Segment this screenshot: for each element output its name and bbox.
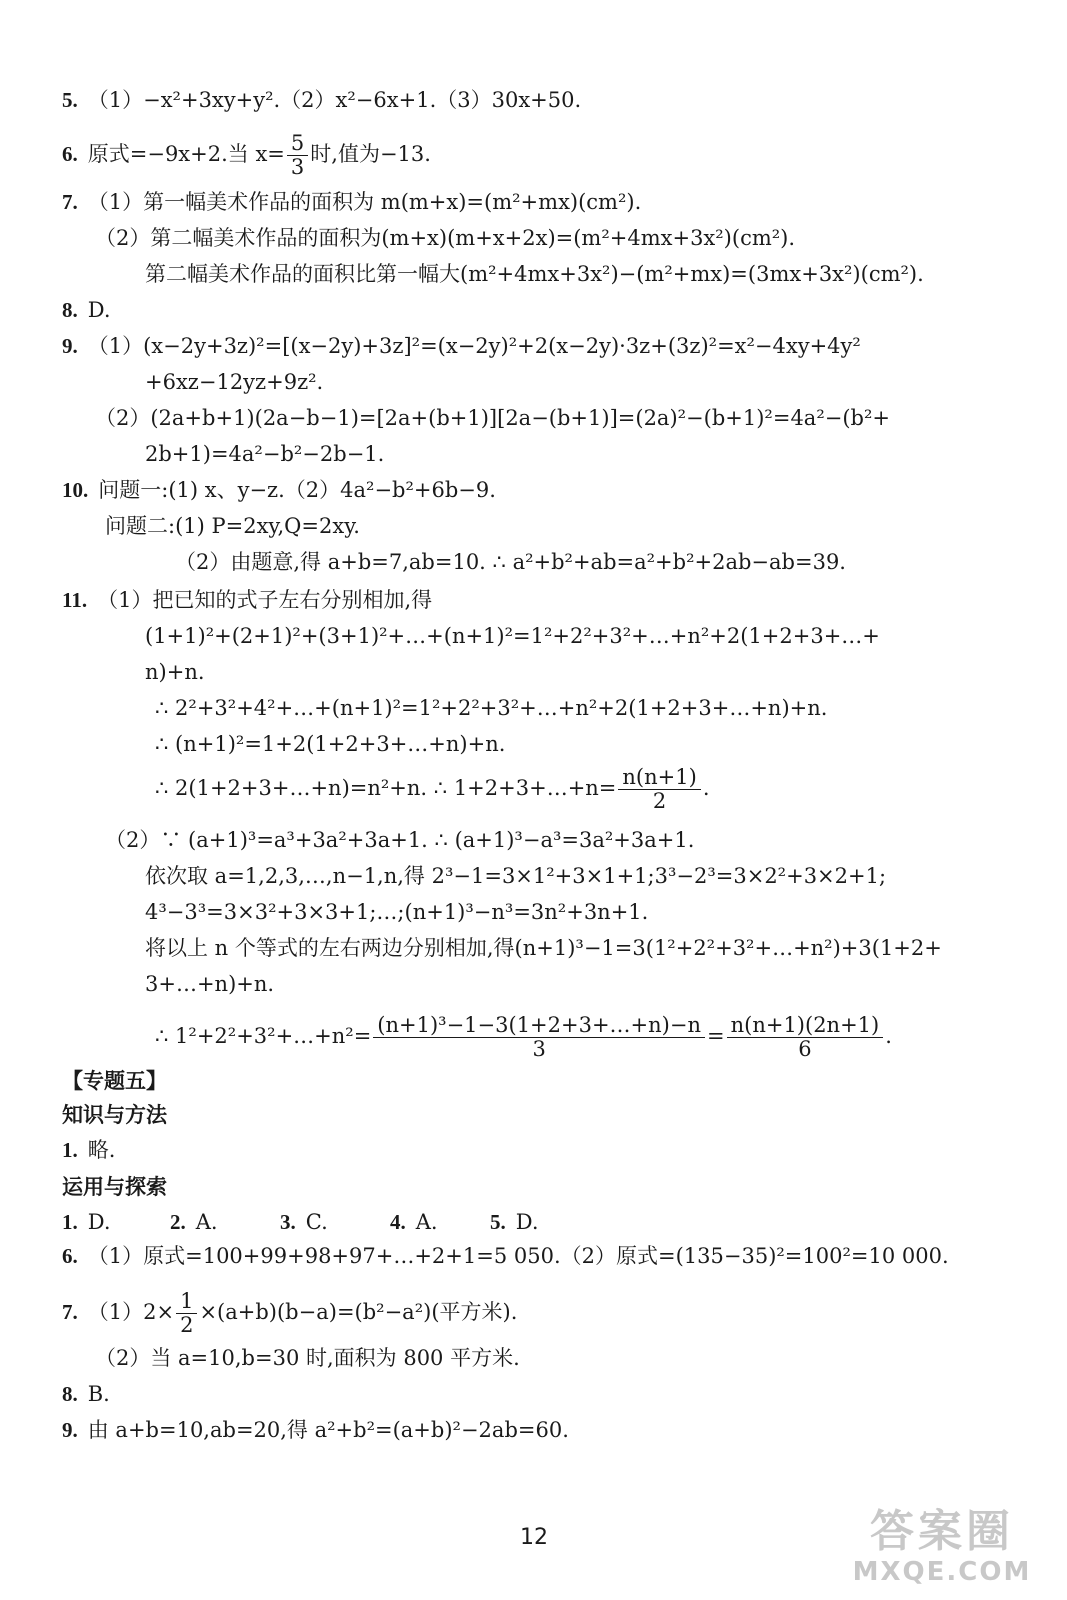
fraction-sum-cubes: $\frac{\text{(n+1)³−1−3(1+2+3+…+n)−n}}{3}$	[373, 1014, 705, 1061]
watermark-text: 答案圈	[870, 1506, 1014, 1557]
section-answer-9: 9. 由 a+b=10,ab=20,得 a²+b²=(a+b)²−2ab=60.	[62, 1418, 569, 1442]
mc-answer: 3. C.	[280, 1210, 328, 1234]
answer-11-line-fraction: ∴ 2(1+2+3+…+n)=n²+n. ∴ 1+2+3+…+n= $\frac{n(n+1)}{2}$ .	[155, 765, 710, 814]
section-answer-7-part2: （2）当 a=10,b=30 时,面积为 800 平方米.	[95, 1346, 520, 1370]
fraction-sum-squares: $\frac{n(n+1)(2n+1)}{6}$	[727, 1014, 884, 1061]
answer-10-q1: 10. 问题一:(1) x、y−z.（2）4a²−b²+6b−9.	[62, 478, 496, 502]
answer-7-part2: （2）第二幅美术作品的面积为(m+x)(m+x+2x)=(m²+4mx+3x²)(cm²).	[95, 226, 796, 250]
answer-11-line: 将以上 n 个等式的左右两边分别相加,得(n+1)³−1=3(1²+2²+3²+…+n²)+3(1+2+	[145, 936, 942, 960]
answer-7-part2-cont: 第二幅美术作品的面积比第一幅大(m²+4mx+3x²)−(m²+mx)=(3mx+3x²)(cm²).	[145, 262, 924, 286]
fraction-1-2: $\frac{1}{2}$	[176, 1290, 197, 1337]
answer-11-line-fraction: ∴ 1²+2²+3²+…+n²= $\frac{\text{(n+1)³−1−3(1+2+3+…+n)−n}}{3}$ = $\frac{n(n+1)(2n+1)}{6}$ .	[155, 1013, 892, 1062]
mc-answer: 2. A.	[170, 1210, 218, 1234]
answer-11-line: 3+…+n)+n.	[145, 972, 275, 996]
watermark-url: MXQE.COM	[852, 1557, 1032, 1587]
multiple-choice-row	[62, 1210, 539, 1235]
fraction-n-n1-2: $\frac{n(n+1)}{2}$	[618, 766, 700, 813]
mc-answer: 4. A.	[390, 1210, 438, 1234]
answer-11-line: ∴ (n+1)²=1+2(1+2+3+…+n)+n.	[155, 732, 506, 756]
section-answer-8: 8. B.	[62, 1382, 110, 1406]
mc-answer: 1. D.	[62, 1210, 111, 1234]
answer-10-q2-part2: （2）由题意,得 a+b=7,ab=10. ∴ a²+b²+ab=a²+b²+2ab−ab=39.	[175, 550, 846, 574]
answer-9-part1-cont: +6xz−12yz+9z².	[145, 370, 324, 394]
answer-11-line: (1+1)²+(2+1)²+(3+1)²+…+(n+1)²=1²+2²+3²+…+n²+2(1+2+3+…+	[145, 624, 880, 648]
answer-11-part1: 11. （1）把已知的式子左右分别相加,得	[62, 588, 433, 612]
answer-11-line: 4³−3³=3×3²+3×3+1;…;(n+1)³−n³=3n²+3n+1.	[145, 900, 649, 924]
answer-11-part2: （2）∵ (a+1)³=a³+3a²+3a+1. ∴ (a+1)³−a³=3a²+3a+1.	[105, 828, 695, 852]
answer-7-part1: 7. （1）第一幅美术作品的面积为 m(m+x)=(m²+mx)(cm²).	[62, 190, 642, 214]
answer-5: 5. （1）−x²+3xy+y².（2）x²−6x+1.（3）30x+50.	[62, 88, 582, 112]
answer-9-part1: 9. （1）(x−2y+3z)²=[(x−2y)+3z]²=(x−2y)²+2(x−2y)·3z+(3z)²=x²−4xy+4y²	[62, 334, 861, 358]
answer-8: 8. D.	[62, 298, 111, 322]
answer-11-line: ∴ 2²+3²+4²+…+(n+1)²=1²+2²+3²+…+n²+2(1+2+3+…+n)+n.	[155, 696, 828, 720]
watermark-logo	[847, 1507, 1037, 1592]
answer-11-line: 依次取 a=1,2,3,…,n−1,n,得 2³−1=3×1²+3×1+1;3³−2³=3×2²+3×2+1;	[145, 864, 887, 888]
answer-9-part2: （2）(2a+b+1)(2a−b−1)=[2a+(b+1)][2a−(b+1)]=(2a)²−(b+1)²=4a²−(b²+	[95, 406, 890, 430]
section-subheading: 运用与探索	[62, 1174, 167, 1199]
section-answer-6: 6. （1）原式=100+99+98+97+…+2+1=5 050.（2）原式=(135−35)²=100²=10 000.	[62, 1244, 949, 1268]
page-number: 12	[520, 1525, 548, 1550]
mc-answer: 5. D.	[490, 1210, 539, 1234]
answer-6: 6. 原式=−9x+2.当 x= $\frac{5}{3}$ 时,值为−13.	[62, 131, 431, 180]
section-answer-7-part1: 7. （1）2× $\frac{1}{2}$ ×(a+b)(b−a)=(b²−a²)(平方米).	[62, 1289, 518, 1338]
answer-10-q2: 问题二:(1) P=2xy,Q=2xy.	[105, 514, 360, 538]
section-subheading: 知识与方法	[62, 1102, 167, 1127]
answer-11-line: n)+n.	[145, 660, 205, 684]
section-title: 【专题五】	[62, 1068, 167, 1093]
section-answer-1: 1. 略.	[62, 1138, 116, 1162]
answer-9-part2-cont: 2b+1)=4a²−b²−2b−1.	[145, 442, 385, 466]
fraction-5-3: $\frac{5}{3}$	[287, 132, 308, 179]
